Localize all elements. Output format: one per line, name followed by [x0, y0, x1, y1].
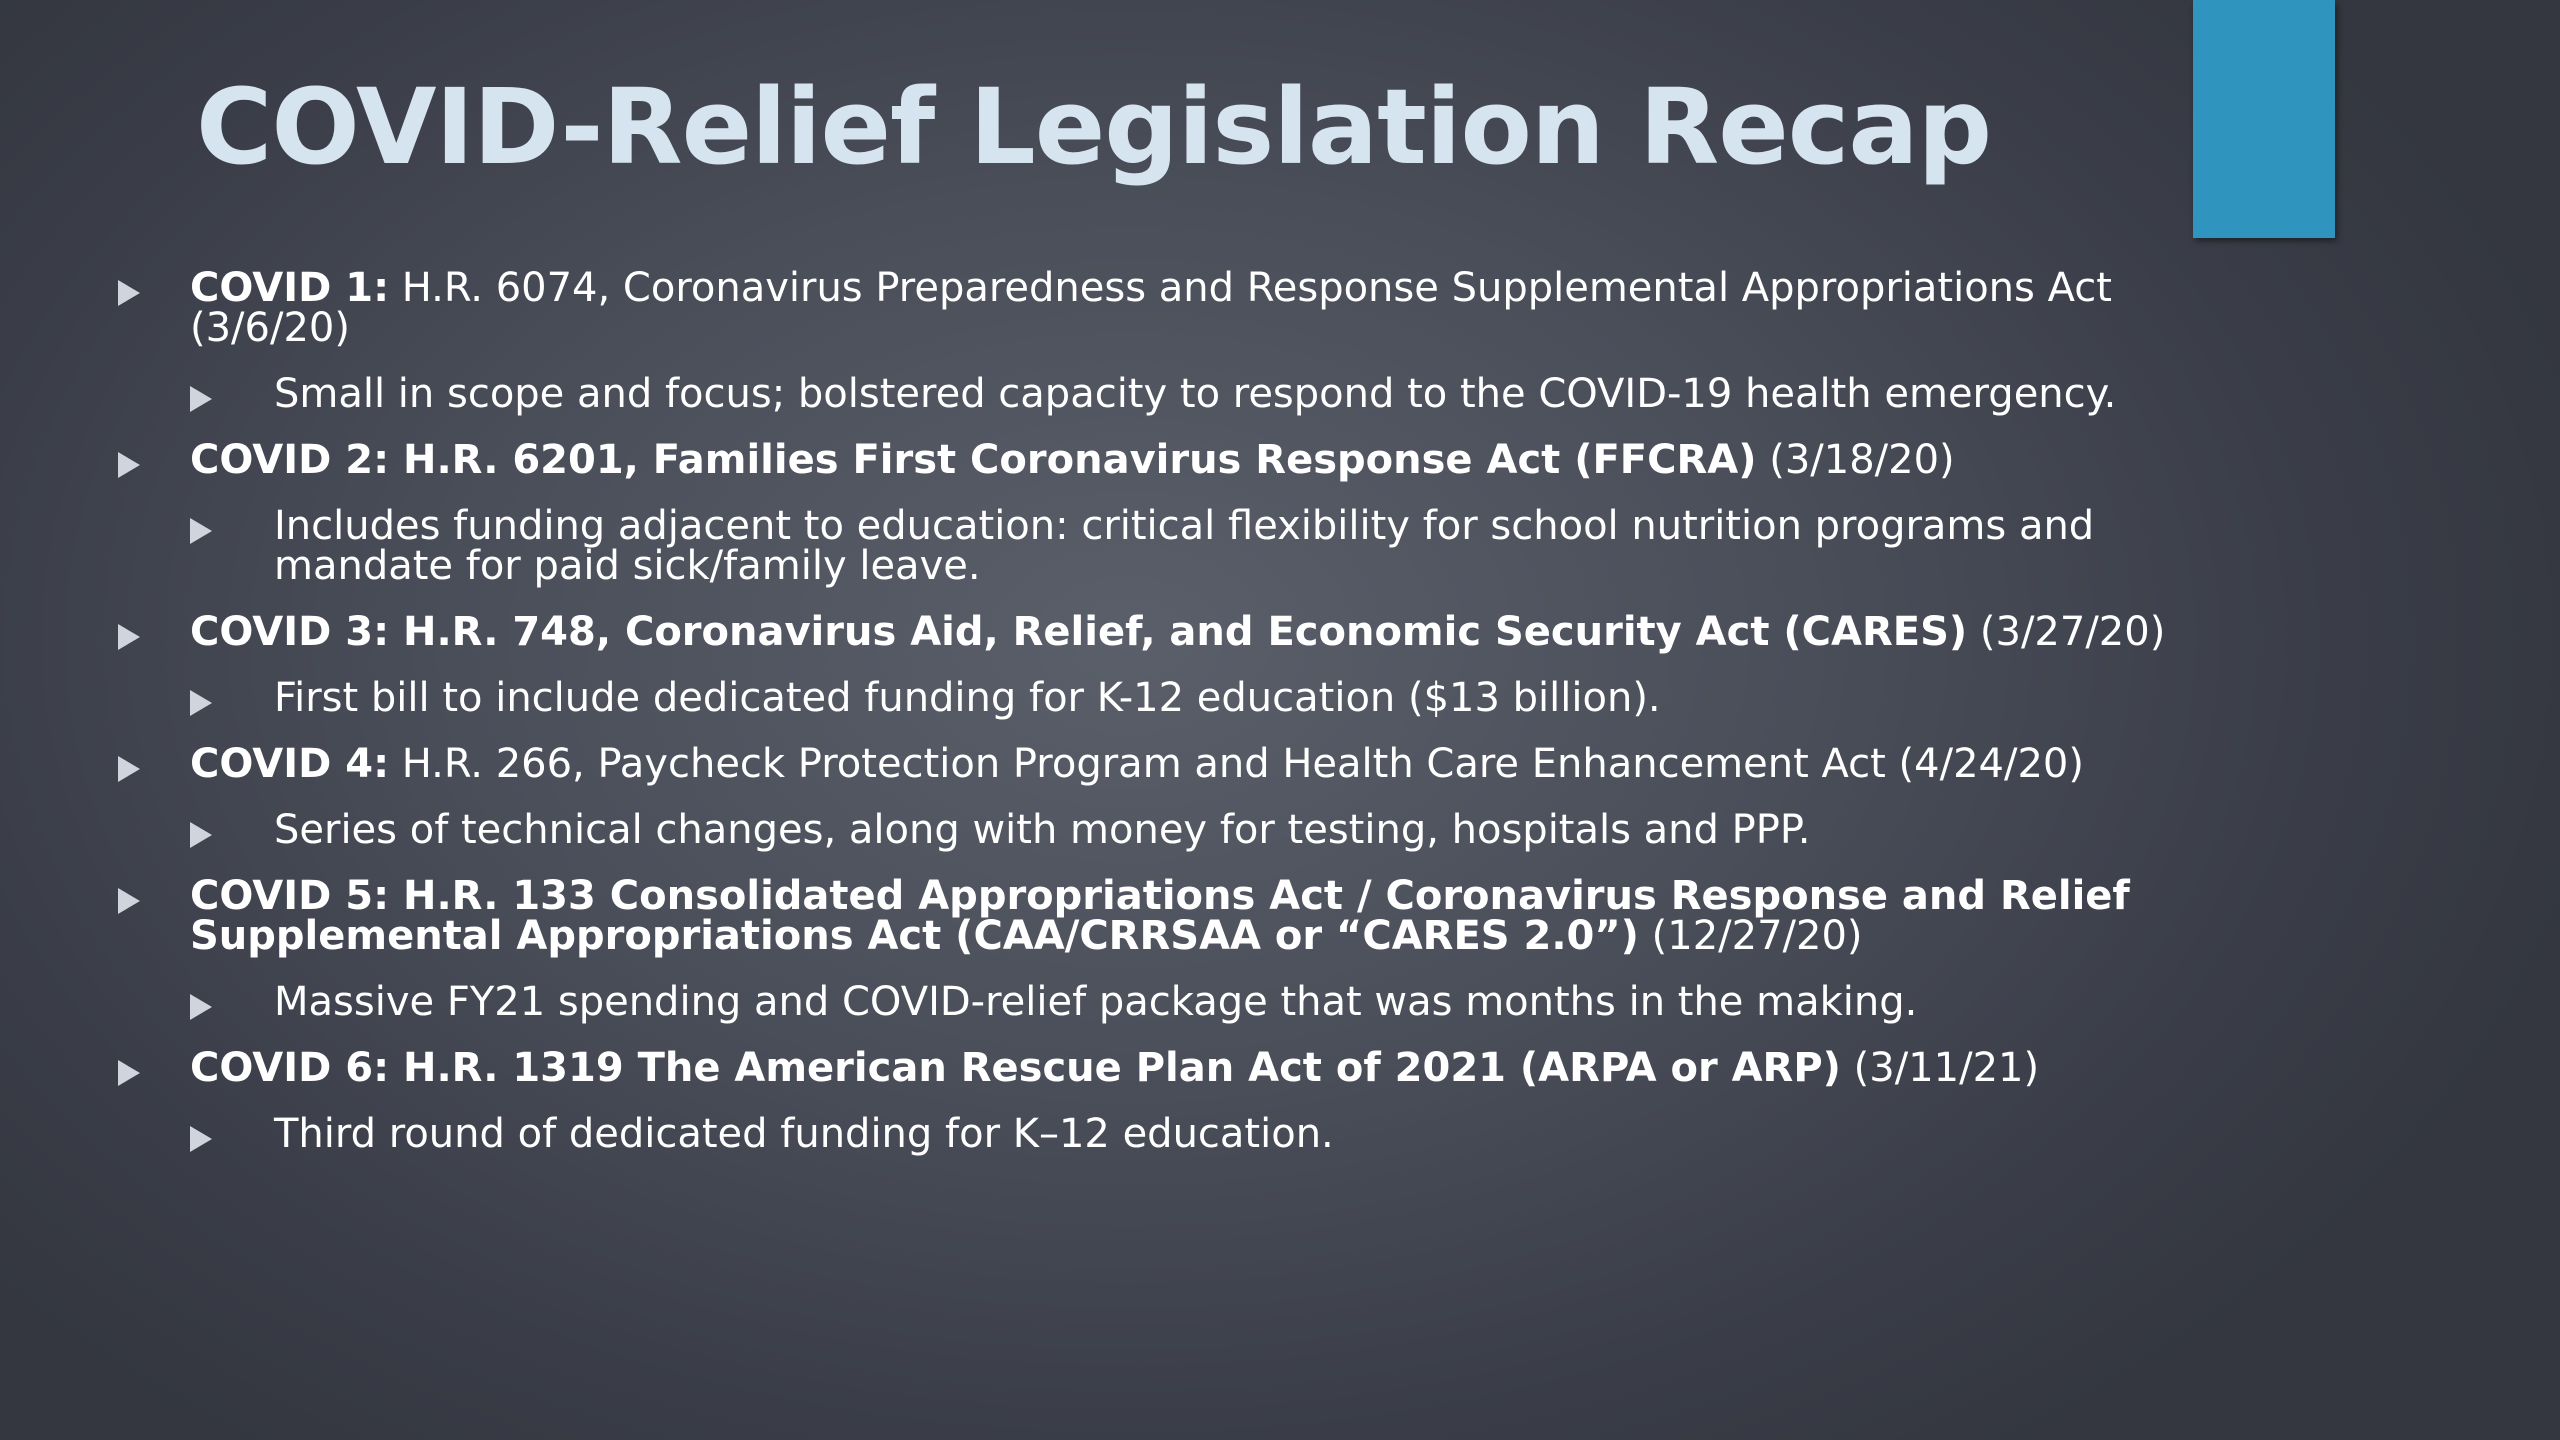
bill-label: COVID 1: [190, 265, 390, 311]
sub-item-text: Small in scope and focus; bolstered capacity to respond to the COVID-19 health emergency. [274, 371, 2117, 417]
bill-label: COVID 2: H.R. 6201, Families First Coronavirus Response Act (FFCRA) [190, 437, 1757, 483]
bullet-arrow-icon [190, 994, 212, 1020]
sub-item-text: Third round of dedicated funding for K–12 education. [274, 1111, 1334, 1157]
list-item-covid-3 [118, 609, 2328, 721]
bill-text: H.R. 266, Paycheck Protection Program and Health Care Enhancement Act (4/24/20) [389, 741, 2084, 787]
bill-text: H.R. 6074, Coronavirus Preparedness and Response Supplemental Appropriations Act (3/6/20) [190, 265, 2112, 351]
accent-bar [2193, 0, 2335, 238]
sub-item [190, 807, 2328, 853]
bullet-arrow-icon [118, 452, 140, 478]
bullet-arrow-icon [118, 624, 140, 650]
bill-label: COVID 6: H.R. 1319 The American Rescue Plan Act of 2021 (ARPA or ARP) [190, 1045, 1841, 1091]
sub-item-text: Massive FY21 spending and COVID-relief package that was months in the making. [274, 979, 1918, 1025]
bullet-arrow-icon [190, 1126, 212, 1152]
bullet-arrow-icon [190, 386, 212, 412]
bill-line [190, 1045, 2328, 1091]
slide-title: COVID-Relief Legislation Recap [196, 66, 1992, 188]
bullet-arrow-icon [190, 822, 212, 848]
bullet-arrow-icon [190, 518, 212, 544]
bill-line [190, 265, 2170, 351]
bill-label: COVID 3: H.R. 748, Coronavirus Aid, Relief, and Economic Security Act (CARES) [190, 609, 1968, 655]
sub-item-text: Series of technical changes, along with money for testing, hospitals and PPP. [274, 807, 1811, 853]
bill-text: (3/11/21) [1840, 1045, 2040, 1091]
sub-item [190, 675, 2328, 721]
sub-item [190, 503, 2254, 589]
bullet-arrow-icon [190, 690, 212, 716]
bullet-list [118, 265, 2328, 1180]
list-item-covid-2 [118, 437, 2328, 589]
bill-text: (3/18/20) [1756, 437, 1955, 483]
bill-label: COVID 5: H.R. 133 Consolidated Appropriations Act / Coronavirus Response and Relief Supplemental Appropriations Act (CAA/CRRSAA or “CARES 2.0”) [190, 873, 2130, 959]
list-item-covid-6 [118, 1045, 2328, 1157]
sub-item [190, 371, 2328, 417]
bill-text: (12/27/20) [1638, 913, 1863, 959]
bullet-arrow-icon [118, 888, 140, 914]
bill-line [190, 437, 2328, 483]
sub-item [190, 1111, 2328, 1157]
bill-label: COVID 4: [190, 741, 390, 787]
bullet-arrow-icon [118, 280, 140, 306]
list-item-covid-5 [118, 873, 2328, 1025]
bullet-arrow-icon [118, 756, 140, 782]
sub-item [190, 979, 2328, 1025]
bill-line [190, 741, 2328, 787]
list-item-covid-4 [118, 741, 2328, 853]
bill-line [190, 873, 2328, 959]
bill-line [190, 609, 2328, 655]
sub-item-text: First bill to include dedicated funding for K-12 education ($13 billion). [274, 675, 1661, 721]
bullet-arrow-icon [118, 1060, 140, 1086]
list-item-covid-1 [118, 265, 2328, 417]
bill-text: (3/27/20) [1967, 609, 2166, 655]
sub-item-text: Includes funding adjacent to education: critical flexibility for school nutrition programs and mandate for paid sick/family leave. [274, 503, 2095, 589]
